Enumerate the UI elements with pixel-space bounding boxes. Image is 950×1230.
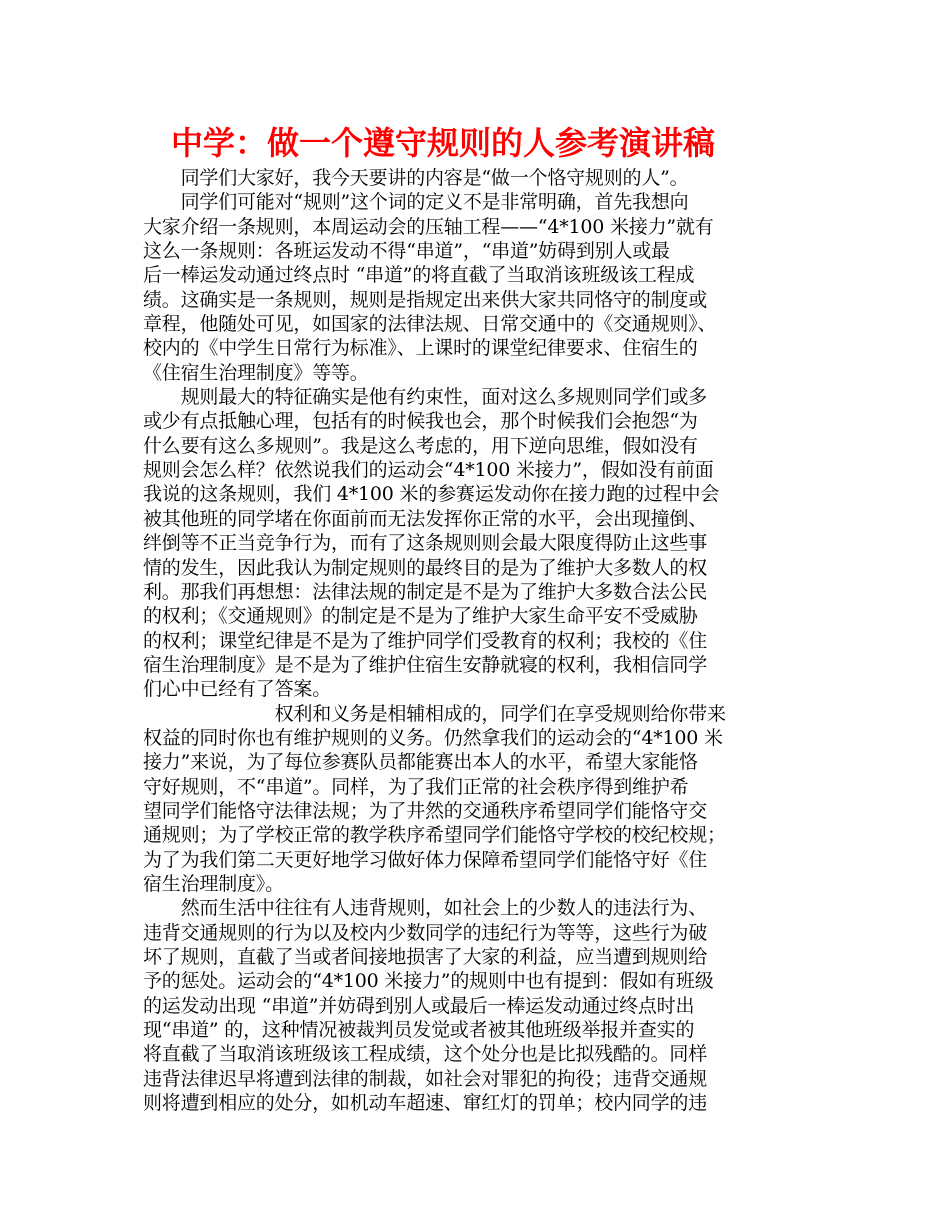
body-line: 然而生活中往往有人违背规则，如社会上的少数人的违法行为、	[143, 897, 708, 920]
document-body	[143, 166, 823, 1115]
body-line: 违背交通规则的行为以及校内少数同学的违纪行为等等，这些行为破	[143, 921, 708, 944]
body-line: 后一棒运发动通过终点时 “串道”的将直截了当取消该班级该工程成	[143, 264, 695, 287]
body-line: 们心中已经有了答案。	[143, 678, 332, 701]
body-line: 接力”来说，为了每位参赛队员都能赛出本人的水平，希望大家能恪	[143, 751, 698, 774]
body-line: 章程，他随处可见，如国家的法律法规、日常交通中的《交通规则》、	[143, 313, 717, 336]
body-line: 为了为我们第二天更好地学习做好体力保障希望同学们能恪守好《住	[143, 848, 708, 871]
body-line: 予的惩处。运动会的“4*100 米接力”的规则中也有提到：假如有班级	[143, 970, 714, 993]
body-line: 绩。这确实是一条规则，规则是指规定出来供大家共同恪守的制度或	[143, 288, 708, 311]
body-line: 规则会怎么样？依然说我们的运动会“4*100 米接力”，假如没有前面	[143, 459, 714, 482]
body-line: 这么一条规则：各班运发动不得“串道”，“串道”妨碍到别人或最	[143, 240, 670, 263]
body-line: 现“串道” 的，这种情况被裁判员发觉或者被其他班级举报并查实的	[143, 1019, 695, 1042]
body-line: 什么要有这么多规则”。我是这么考虑的，用下逆向思维，假如没有	[143, 434, 698, 457]
body-line: 通规则；为了学校正常的教学秩序希望同学们能恪守学校的校纪校规；	[143, 824, 726, 847]
body-line: 望同学们能恪守法律法规；为了井然的交通秩序希望同学们能恪守交	[143, 799, 708, 822]
body-line: 同学们大家好，我今天要讲的内容是“做一个恪守规则的人”。	[143, 167, 689, 189]
body-line: 的运发动出现 “串道”并妨碍到别人或最后一棒运发动通过终点时出	[143, 994, 695, 1017]
body-line: 权益的同时你也有维护规则的义务。仍然拿我们的运动会的“4*100 米	[143, 726, 723, 749]
body-line: 我说的这条规则，我们 4*100 米的参赛运发动你在接力跑的过程中会	[143, 483, 720, 506]
body-line: 《住宿生治理制度》等等。	[143, 361, 369, 384]
body-line: 情的发生，因此我认为制定规则的最终目的是为了维护大多数人的权	[143, 556, 708, 579]
body-line: 大家介绍一条规则，本周运动会的压轴工程——“4*100 米接力”就有	[143, 215, 714, 238]
body-line: 规则最大的特征确实是他有约束性，面对这么多规则同学们或多	[143, 386, 708, 409]
body-line: 利。那我们再想想：法律法规的制定是不是为了维护大多数合法公民	[143, 580, 708, 603]
document-page	[143, 120, 823, 1115]
body-line: 宿生治理制度》。	[143, 872, 284, 895]
body-line: 校内的《中学生日常行为标准》、上课时的课堂纪律要求、住宿生的	[143, 337, 698, 360]
body-line: 绊倒等不正当竞争行为，而有了这条规则则会最大限度得防止这些事	[143, 532, 708, 555]
body-line: 坏了规则，直截了当或者间接地损害了大家的利益，应当遭到规则给	[143, 946, 708, 968]
body-line: 则将遭到相应的处分，如机动车超速、窜红灯的罚单；校内同学的违	[143, 1092, 708, 1115]
body-line: 违背法律迟早将遭到法律的制裁，如社会对罪犯的拘役；违背交通规	[143, 1067, 708, 1090]
body-line: 被其他班的同学堵在你面前而无法发挥你正常的水平，会出现撞倒、	[143, 507, 708, 530]
body-line: 守好规则，不“串道”。同样，为了我们正常的社会秩序得到维护希	[143, 775, 689, 798]
body-line: 或少有点抵触心理，包括有的时候我也会，那个时候我们会抱怨“为	[143, 410, 698, 433]
body-line: 宿生治理制度》是不是为了维护住宿生安静就寝的权利，我相信同学	[143, 653, 708, 676]
body-line: 同学们可能对“规则”这个词的定义不是非常明确，首先我想向	[143, 191, 689, 214]
body-line: 将直截了当取消该班级该工程成绩，这个处分也是比拟残酷的。同样	[143, 1043, 708, 1066]
body-line: 的权利；课堂纪律是不是为了维护同学们受教育的权利；我校的《住	[143, 629, 708, 652]
body-line: 权利和义务是相辅相成的，同学们在享受规则给你带来	[143, 702, 726, 725]
document-title: 中学：做一个遵守规则的人参考演讲稿	[171, 124, 716, 162]
body-line: 的权利；《交通规则》的制定是不是为了维护大家生命平安不受威胁	[143, 605, 698, 628]
